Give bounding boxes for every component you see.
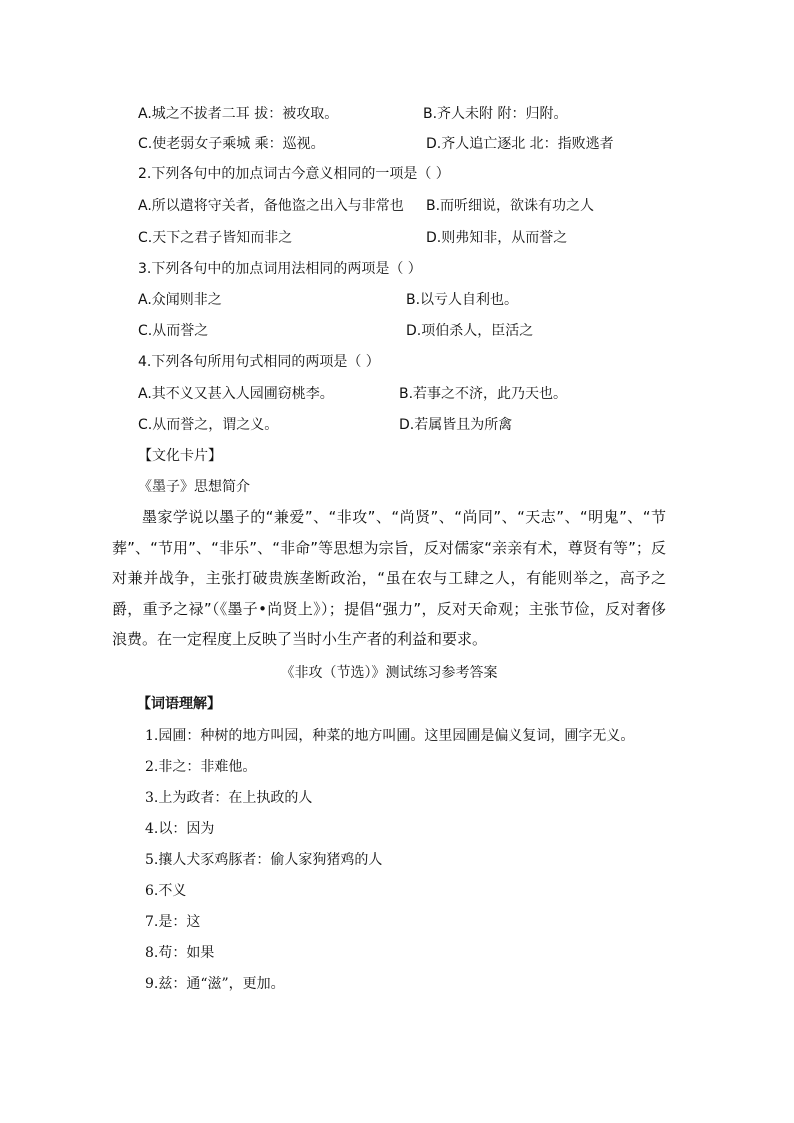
q4-stem: 4.下列各句所用句式相同的两项是（ ）	[138, 354, 380, 370]
answer-item-2: 2.非之：非难他。	[145, 759, 257, 775]
q2-stem: 2.下列各句中的加点词古今意义相同的一项是（ ）	[138, 166, 450, 182]
q1-option-d: D.齐人追亡逐北 北：指败逃者	[426, 136, 614, 152]
q2-option-d: D.则弗知非，从而誉之	[426, 230, 568, 246]
q3-option-d: D.项伯杀人，臣活之	[406, 323, 534, 339]
answer-item-9: 9.兹：通“滋”，更加。	[145, 976, 285, 992]
q1-option-c: C.使老弱女子乘城 乘：巡视。	[138, 136, 325, 152]
answers-title: 《非攻（节选）》测试练习参考答案	[280, 665, 498, 681]
answer-item-4: 4.以：因为	[145, 821, 215, 837]
answer-item-5: 5.攘人犬豕鸡豚者：偷人家狗猪鸡的人	[145, 852, 383, 868]
q3-stem: 3.下列各句中的加点词用法相同的两项是（ ）	[138, 261, 422, 277]
answer-item-7: 7.是：这	[145, 914, 201, 930]
answer-item-8: 8.苟：如果	[145, 945, 215, 961]
answers-section-heading: 【词语理解】	[137, 696, 221, 712]
answer-item-1: 1.园圃：种树的地方叫园，种菜的地方叫圃。这里园圃是偏义复词，圃字无义。	[145, 728, 635, 744]
q1-option-b: B.齐人未附 附：归附。	[423, 106, 568, 122]
q4-option-b: B.若事之不济，此乃天也。	[399, 386, 568, 402]
q3-option-a: A.众闻则非之	[138, 292, 222, 308]
q2-option-c: C.天下之君子皆知而非之	[138, 230, 293, 246]
culture-card-body: 墨家学说以墨子的“兼爱”、“非攻”、“尚贤”、“尚同”、“天志”、“明鬼”、“节葬”、“节用”、“非乐”、“非命”等思想为宗旨，反对儒家“亲亲有术，尊贤有等”；反对兼并战争，主张打破贵族垄断政治，“虽在农与工肆之人，有能则举之，高予之爵，重予之禄”（《墨子•尚贤上》）；提倡“强力”，反对天命观；主张节俭，反对奢侈浪费。在一定程度上反映了当时小生产者的利益和要求。	[112, 508, 666, 648]
answer-item-6: 6.不义	[145, 883, 187, 899]
q1-option-a: A.城之不拔者二耳 拔：被攻取。	[138, 106, 339, 122]
q4-option-d: D.若属皆且为所禽	[399, 417, 513, 433]
answer-item-3: 3.上为政者：在上执政的人	[145, 790, 313, 806]
culture-card-subtitle: 《墨子》思想简介	[138, 479, 250, 495]
q2-option-a: A.所以遣将守关者，备他盗之出入与非常也	[138, 198, 404, 214]
culture-card-heading: 【文化卡片】	[138, 448, 222, 464]
q4-option-c: C.从而誉之，谓之义。	[138, 417, 279, 433]
q4-option-a: A.其不义又甚入人园圃窃桃李。	[138, 386, 334, 402]
q3-option-c: C.从而誉之	[138, 323, 209, 339]
q3-option-b: B.以亏人自利也。	[406, 292, 519, 308]
q2-option-b: B.而听细说，欲诛有功之人	[426, 198, 595, 214]
